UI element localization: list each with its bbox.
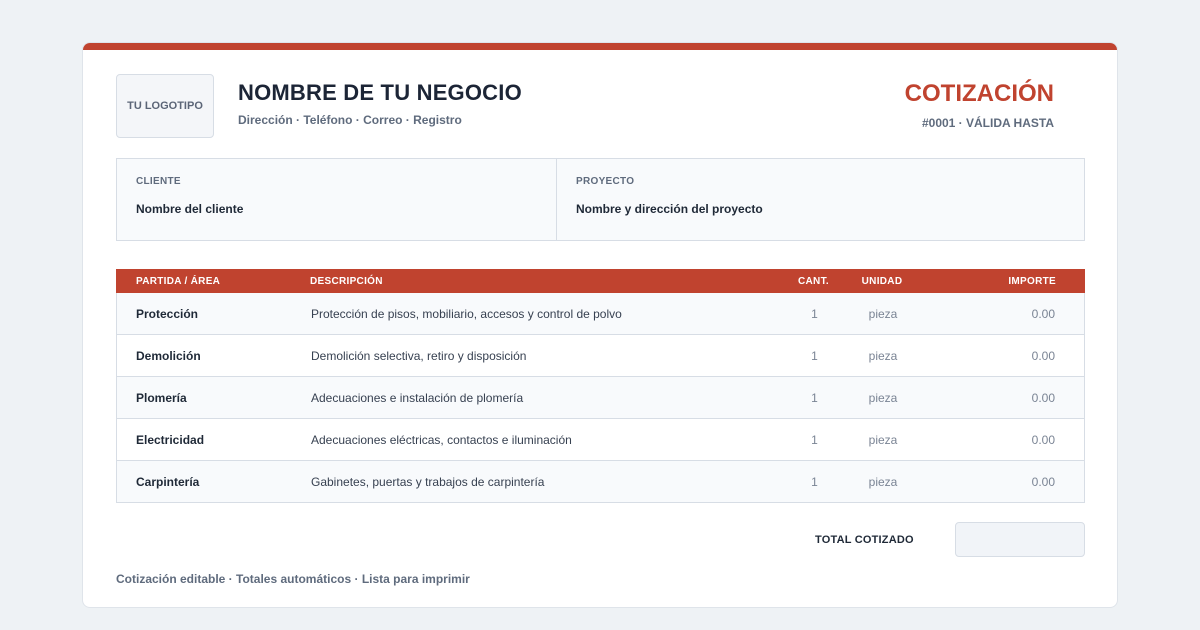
row-quantity[interactable]: 1 [811,348,818,363]
column-header-area: PARTIDA / ÁREA [136,275,221,287]
column-header-amount: IMPORTE [1008,275,1056,287]
client-cell[interactable] [117,159,557,240]
items-table [116,269,1085,503]
row-quantity[interactable]: 1 [811,474,818,489]
row-area[interactable]: Protección [136,306,199,321]
table-row [116,293,1085,335]
row-unit[interactable]: pieza [868,348,898,363]
row-amount[interactable]: 0.00 [1031,348,1055,363]
row-quantity[interactable]: 1 [811,432,818,447]
row-description[interactable]: Gabinetes, puertas y trabajos de carpintería [311,474,545,489]
row-area[interactable]: Plomería [136,390,187,405]
row-description[interactable]: Adecuaciones eléctricas, contactos e iluminación [311,432,572,447]
row-description[interactable]: Adecuaciones e instalación de plomería [311,390,524,405]
row-amount[interactable]: 0.00 [1031,432,1055,447]
client-value[interactable]: Nombre del cliente [136,202,244,216]
project-cell[interactable] [557,159,1084,240]
info-section [116,158,1085,241]
column-header-quantity: CANT. [798,275,829,287]
row-area[interactable]: Electricidad [136,432,205,447]
project-label: PROYECTO [576,176,635,187]
row-area[interactable]: Carpintería [136,474,200,489]
document-title: COTIZACIÓN [904,80,1054,107]
total-label: TOTAL COTIZADO [815,534,914,546]
business-name[interactable]: NOMBRE DE TU NEGOCIO [238,80,522,105]
row-unit[interactable]: pieza [868,474,898,489]
column-header-unit: UNIDAD [861,275,903,287]
row-unit[interactable]: pieza [868,390,898,405]
table-row [116,335,1085,377]
document-meta[interactable]: #0001 · VÁLIDA HASTA [921,116,1054,130]
project-value[interactable]: Nombre y dirección del proyecto [576,202,763,216]
column-header-description: DESCRIPCIÓN [310,275,383,287]
logo-placeholder[interactable]: TU LOGOTIPO [116,74,214,138]
row-amount[interactable]: 0.00 [1031,474,1055,489]
table-row [116,377,1085,419]
row-description[interactable]: Demolición selectiva, retiro y disposición [311,348,527,363]
row-quantity[interactable]: 1 [811,390,818,405]
quote-card [82,42,1118,608]
table-row [116,419,1085,461]
table-header [116,269,1085,293]
table-row [116,461,1085,503]
footer-note: Cotización editable · Totales automáticos · Lista para imprimir [116,572,470,586]
row-amount[interactable]: 0.00 [1031,390,1055,405]
client-label: CLIENTE [136,176,181,187]
accent-bar [83,43,1117,50]
business-details[interactable]: Dirección · Teléfono · Correo · Registro [238,113,462,127]
row-unit[interactable]: pieza [868,306,898,321]
row-amount[interactable]: 0.00 [1031,306,1055,321]
row-area[interactable]: Demolición [136,348,201,363]
row-quantity[interactable]: 1 [811,306,818,321]
total-value-field[interactable] [955,522,1085,557]
row-description[interactable]: Protección de pisos, mobiliario, accesos y control de polvo [311,306,622,321]
row-unit[interactable]: pieza [868,432,898,447]
